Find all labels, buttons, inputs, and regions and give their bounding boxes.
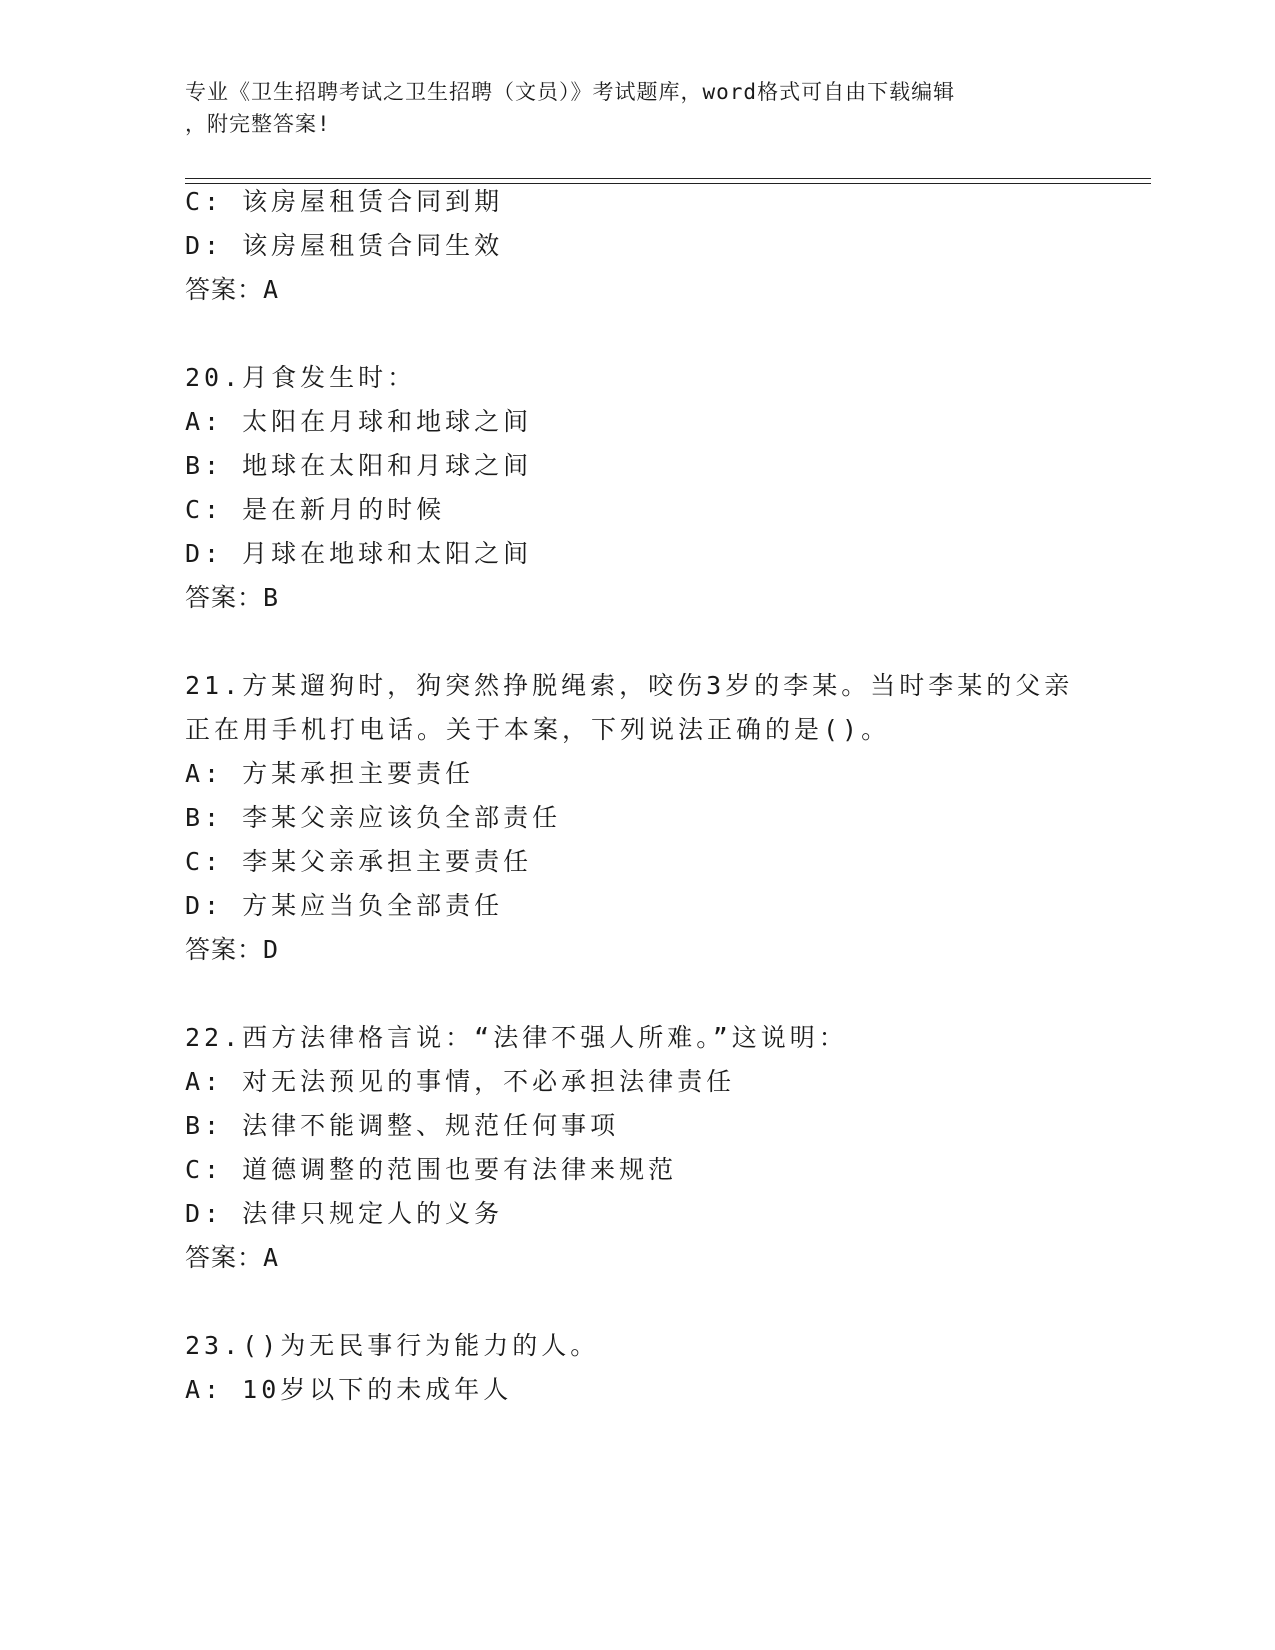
q21-option-d: D: 方某应当负全部责任 [185, 891, 504, 920]
q21-answer [185, 934, 279, 966]
q22-option-d: D: 法律只规定人的义务 [185, 1199, 504, 1228]
q22-stem: 22.西方法律格言说：“法律不强人所难。”这说明： [185, 1023, 848, 1052]
q21-option-a: A: 方某承担主要责任 [185, 759, 475, 788]
q20-option-c: C: 是在新月的时候 [185, 495, 446, 524]
answer-label: 答案： [185, 583, 264, 612]
q23-option-a: A: 10岁以下的未成年人 [185, 1375, 513, 1404]
header-divider-bottom [185, 183, 1151, 184]
answer-value: D [263, 935, 280, 964]
prev-answer [185, 274, 279, 306]
answer-label: 答案： [185, 1243, 264, 1272]
header-title-line-1: 专业《卫生招聘考试之卫生招聘（文员）》考试题库，word格式可自由下载编辑 [185, 80, 956, 104]
q21-option-c: C: 李某父亲承担主要责任 [185, 847, 533, 876]
q22-option-b: B: 法律不能调整、规范任何事项 [185, 1111, 620, 1140]
q20-answer [185, 582, 279, 614]
answer-label: 答案： [185, 935, 264, 964]
q20-option-d: D: 月球在地球和太阳之间 [185, 539, 533, 568]
q22-answer [185, 1242, 279, 1274]
q22-option-a: A: 对无法预见的事情，不必承担法律责任 [185, 1067, 736, 1096]
q20-stem: 20.月食发生时： [185, 363, 417, 392]
prev-option-c: C: 该房屋租赁合同到期 [185, 187, 504, 216]
prev-option-d: D: 该房屋租赁合同生效 [185, 231, 504, 260]
answer-value: A [263, 275, 280, 304]
answer-value: B [263, 583, 280, 612]
answer-label: 答案： [185, 275, 264, 304]
q20-option-b: B: 地球在太阳和月球之间 [185, 451, 533, 480]
header-divider-top [185, 178, 1151, 179]
q23-stem: 23.()为无民事行为能力的人。 [185, 1331, 600, 1360]
header-title-line-2: ，附完整答案! [185, 112, 331, 136]
q21-stem-line-2: 正在用手机打电话。关于本案，下列说法正确的是()。 [185, 715, 891, 744]
document-header [185, 76, 1065, 140]
q20-option-a: A: 太阳在月球和地球之间 [185, 407, 533, 436]
q21-stem-line-1: 21.方某遛狗时，狗突然挣脱绳索，咬伤3岁的李某。当时李某的父亲 [185, 671, 1074, 700]
q22-option-c: C: 道德调整的范围也要有法律来规范 [185, 1155, 678, 1184]
answer-value: A [263, 1243, 280, 1272]
q21-option-b: B: 李某父亲应该负全部责任 [185, 803, 562, 832]
